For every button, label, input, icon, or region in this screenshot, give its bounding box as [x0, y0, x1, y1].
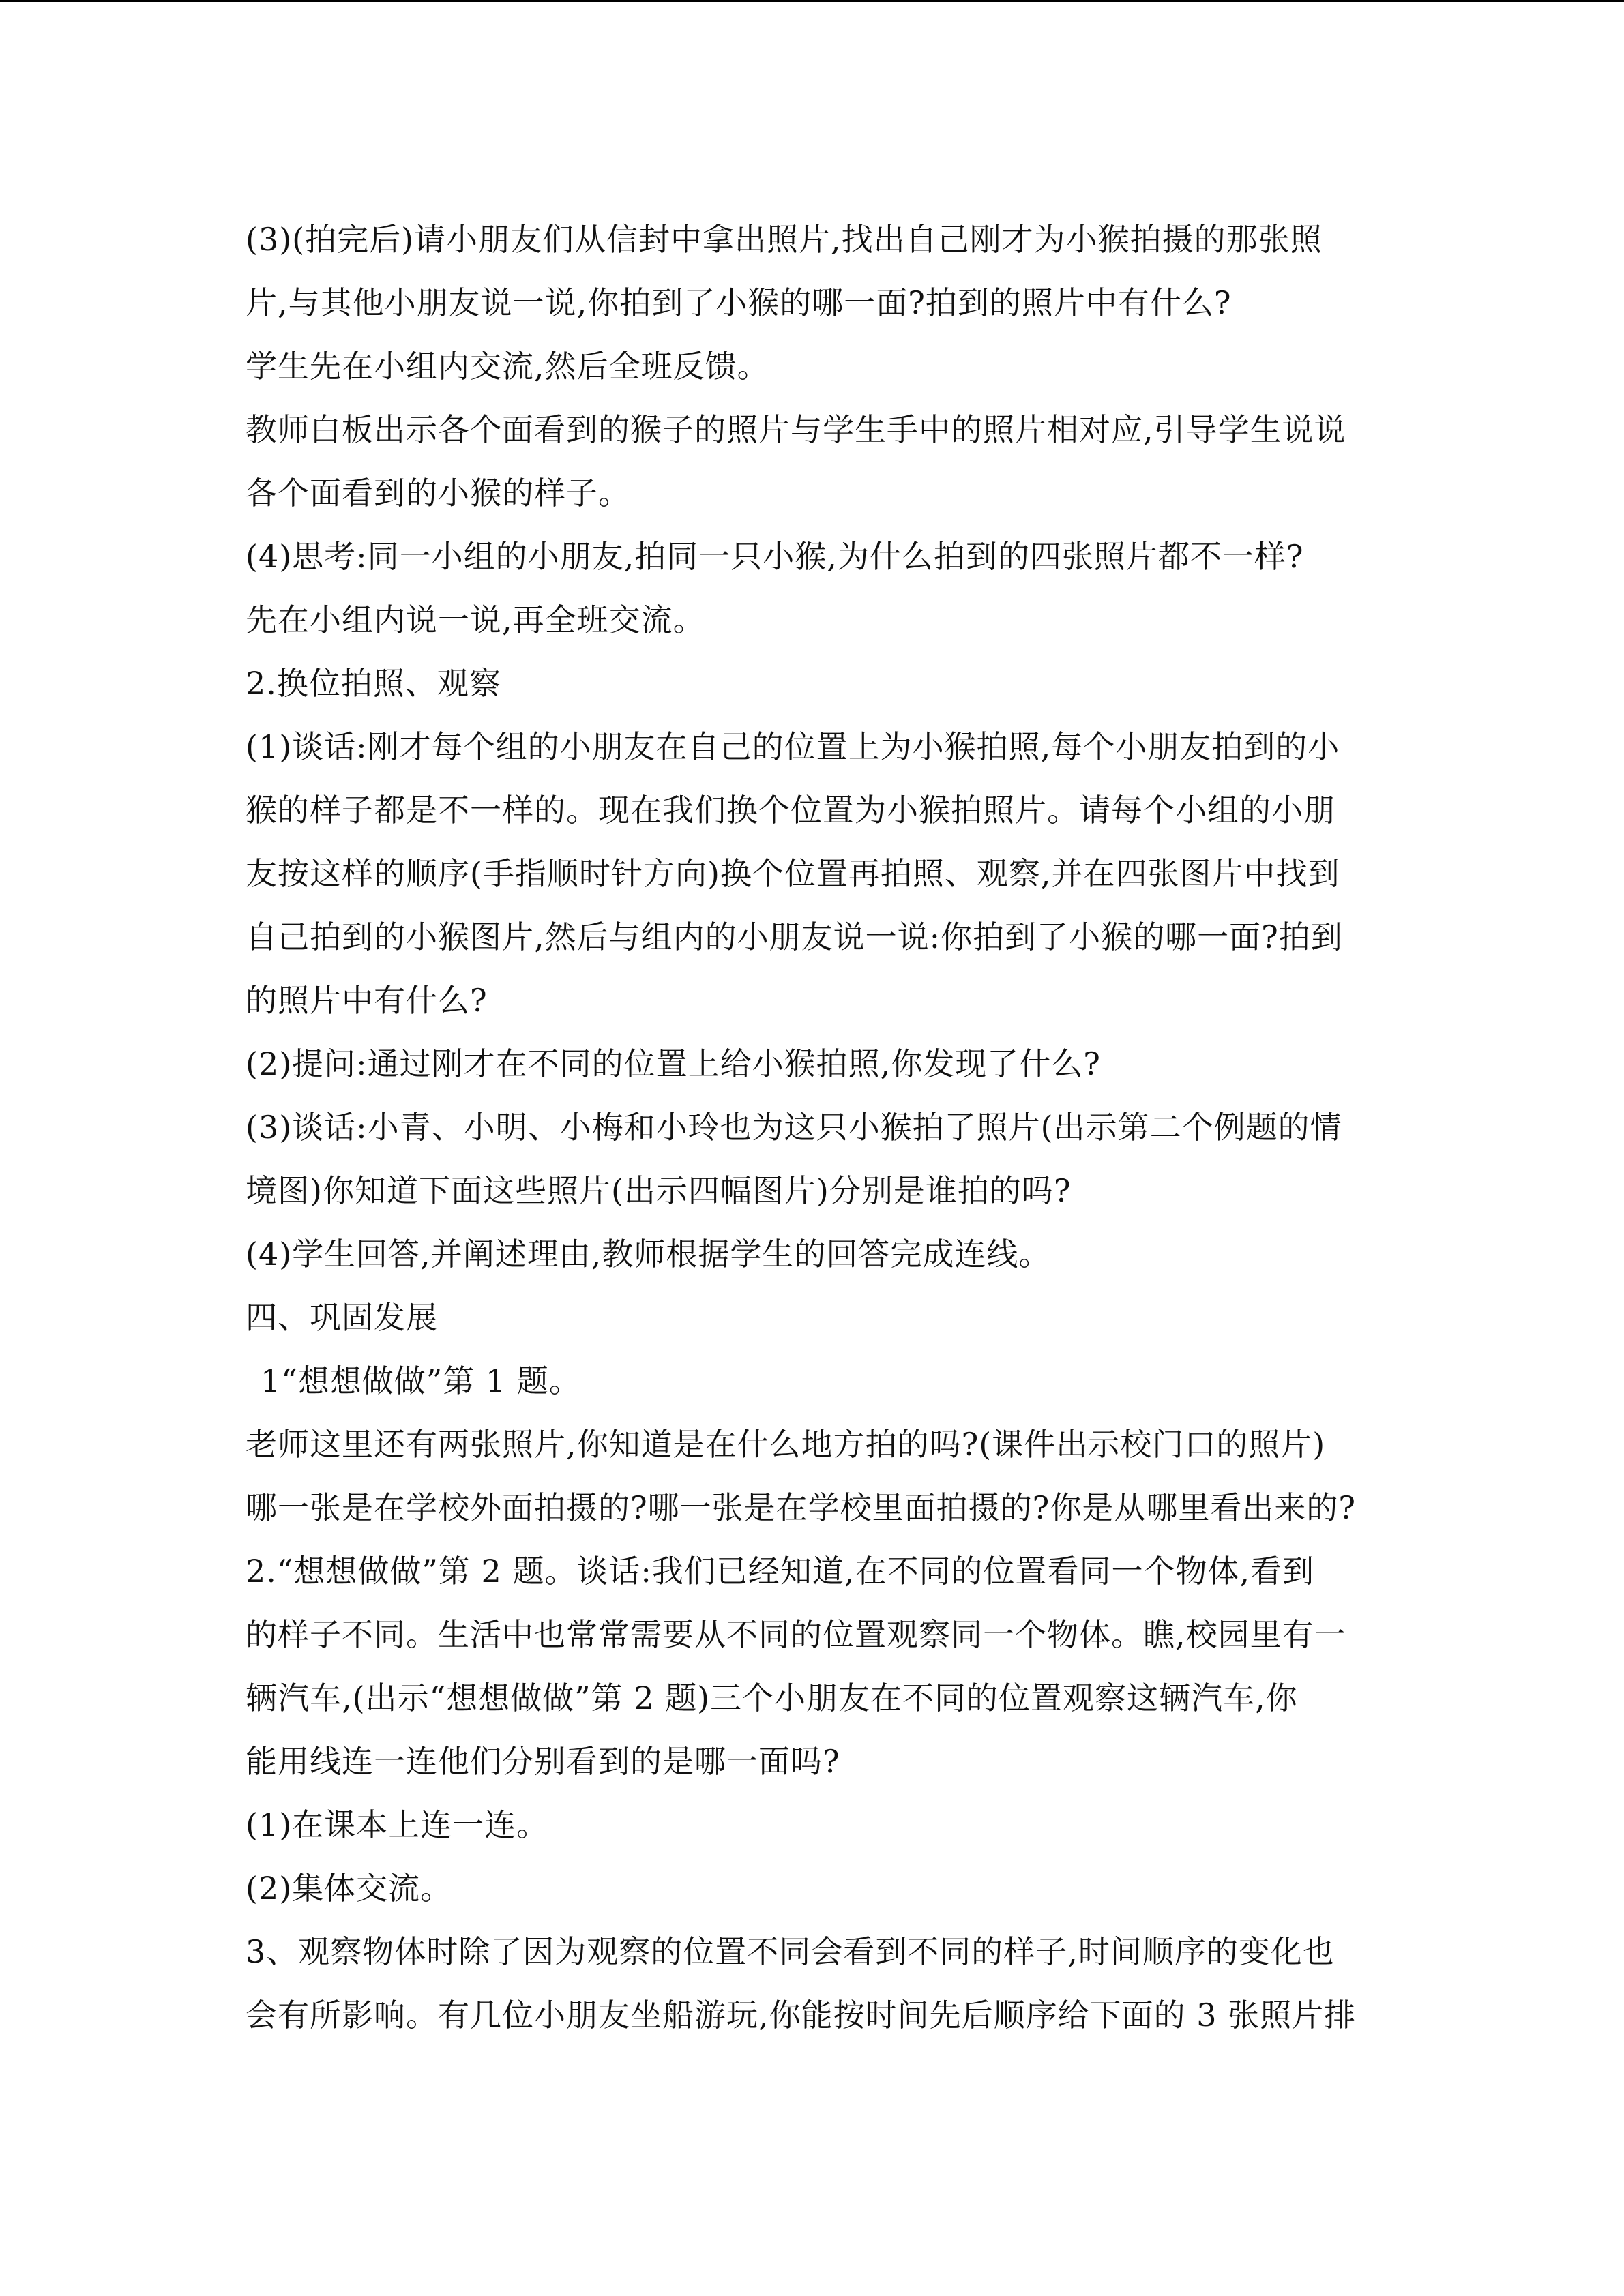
text-line: 自己拍到的小猴图片,然后与组内的小朋友说一说:你拍到了小猴的哪一面?拍到 [246, 919, 1343, 955]
text-line: 友按这样的顺序(手指顺时针方向)换个位置再拍照、观察,并在四张图片中找到 [246, 855, 1340, 892]
document-body [246, 208, 1378, 2047]
text-line: 学生先在小组内交流,然后全班反馈。 [246, 348, 769, 385]
text-line: 3、观察物体时除了因为观察的位置不同会看到不同的样子,时间顺序的变化也 [246, 1933, 1335, 1970]
page-top-border [0, 0, 1624, 2]
text-line: (3)(拍完后)请小朋友们从信封中拿出照片,找出自己刚才为小猴拍摄的那张照 [246, 221, 1323, 258]
text-line: 片,与其他小朋友说一说,你拍到了小猴的哪一面?拍到的照片中有什么? [246, 284, 1232, 321]
section-heading: 四、巩固发展 [246, 1299, 438, 1336]
text-line: (3)谈话:小青、小明、小梅和小玲也为这只小猴拍了照片(出示第二个例题的情 [246, 1109, 1342, 1146]
text-line: 2.“想想做做”第 2 题。谈话:我们已经知道,在不同的位置看同一个物体,看到 [246, 1553, 1315, 1590]
text-line: 会有所影响。有几位小朋友坐船游玩,你能按时间先后顺序给下面的 3 张照片排 [246, 1997, 1357, 2033]
text-line: 教师白板出示各个面看到的猴子的照片与学生手中的照片相对应,引导学生说说 [246, 411, 1346, 448]
text-line: 猴的样子都是不一样的。现在我们换个位置为小猴拍照片。请每个小组的小朋 [246, 792, 1335, 829]
section-heading: 2.换位拍照、观察 [246, 665, 501, 702]
text-line: 先在小组内说一说,再全班交流。 [246, 601, 705, 638]
text-line: (4)学生回答,并阐述理由,教师根据学生的回答完成连线。 [246, 1236, 1051, 1272]
text-line: 境图)你知道下面这些照片(出示四幅图片)分别是谁拍的吗? [246, 1172, 1072, 1209]
text-line: (1)在课本上连一连。 [246, 1806, 549, 1843]
text-line: 能用线连一连他们分别看到的是哪一面吗? [246, 1743, 840, 1780]
text-line: (2)提问:通过刚才在不同的位置上给小猴拍照,你发现了什么? [246, 1045, 1101, 1082]
text-line: 1“想想做做”第 1 题。 [261, 1362, 581, 1399]
text-line: (4)思考:同一小组的小朋友,拍同一只小猴,为什么拍到的四张照片都不一样? [246, 538, 1304, 575]
text-line: 老师这里还有两张照片,你知道是在什么地方拍的吗?(课件出示校门口的照片) [246, 1426, 1326, 1463]
text-line: 的照片中有什么? [246, 982, 488, 1019]
text-line: 哪一张是在学校外面拍摄的?哪一张是在学校里面拍摄的?你是从哪里看出来的? [246, 1489, 1356, 1526]
text-line: (2)集体交流。 [246, 1870, 453, 1907]
text-line: 各个面看到的小猴的样子。 [246, 475, 630, 511]
text-line: 的样子不同。生活中也常常需要从不同的位置观察同一个物体。瞧,校园里有一 [246, 1616, 1346, 1653]
text-line: 辆汽车,(出示“想想做做”第 2 题)三个小朋友在不同的位置观察这辆汽车,你 [246, 1680, 1298, 1716]
text-line: (1)谈话:刚才每个组的小朋友在自己的位置上为小猴拍照,每个小朋友拍到的小 [246, 728, 1340, 765]
